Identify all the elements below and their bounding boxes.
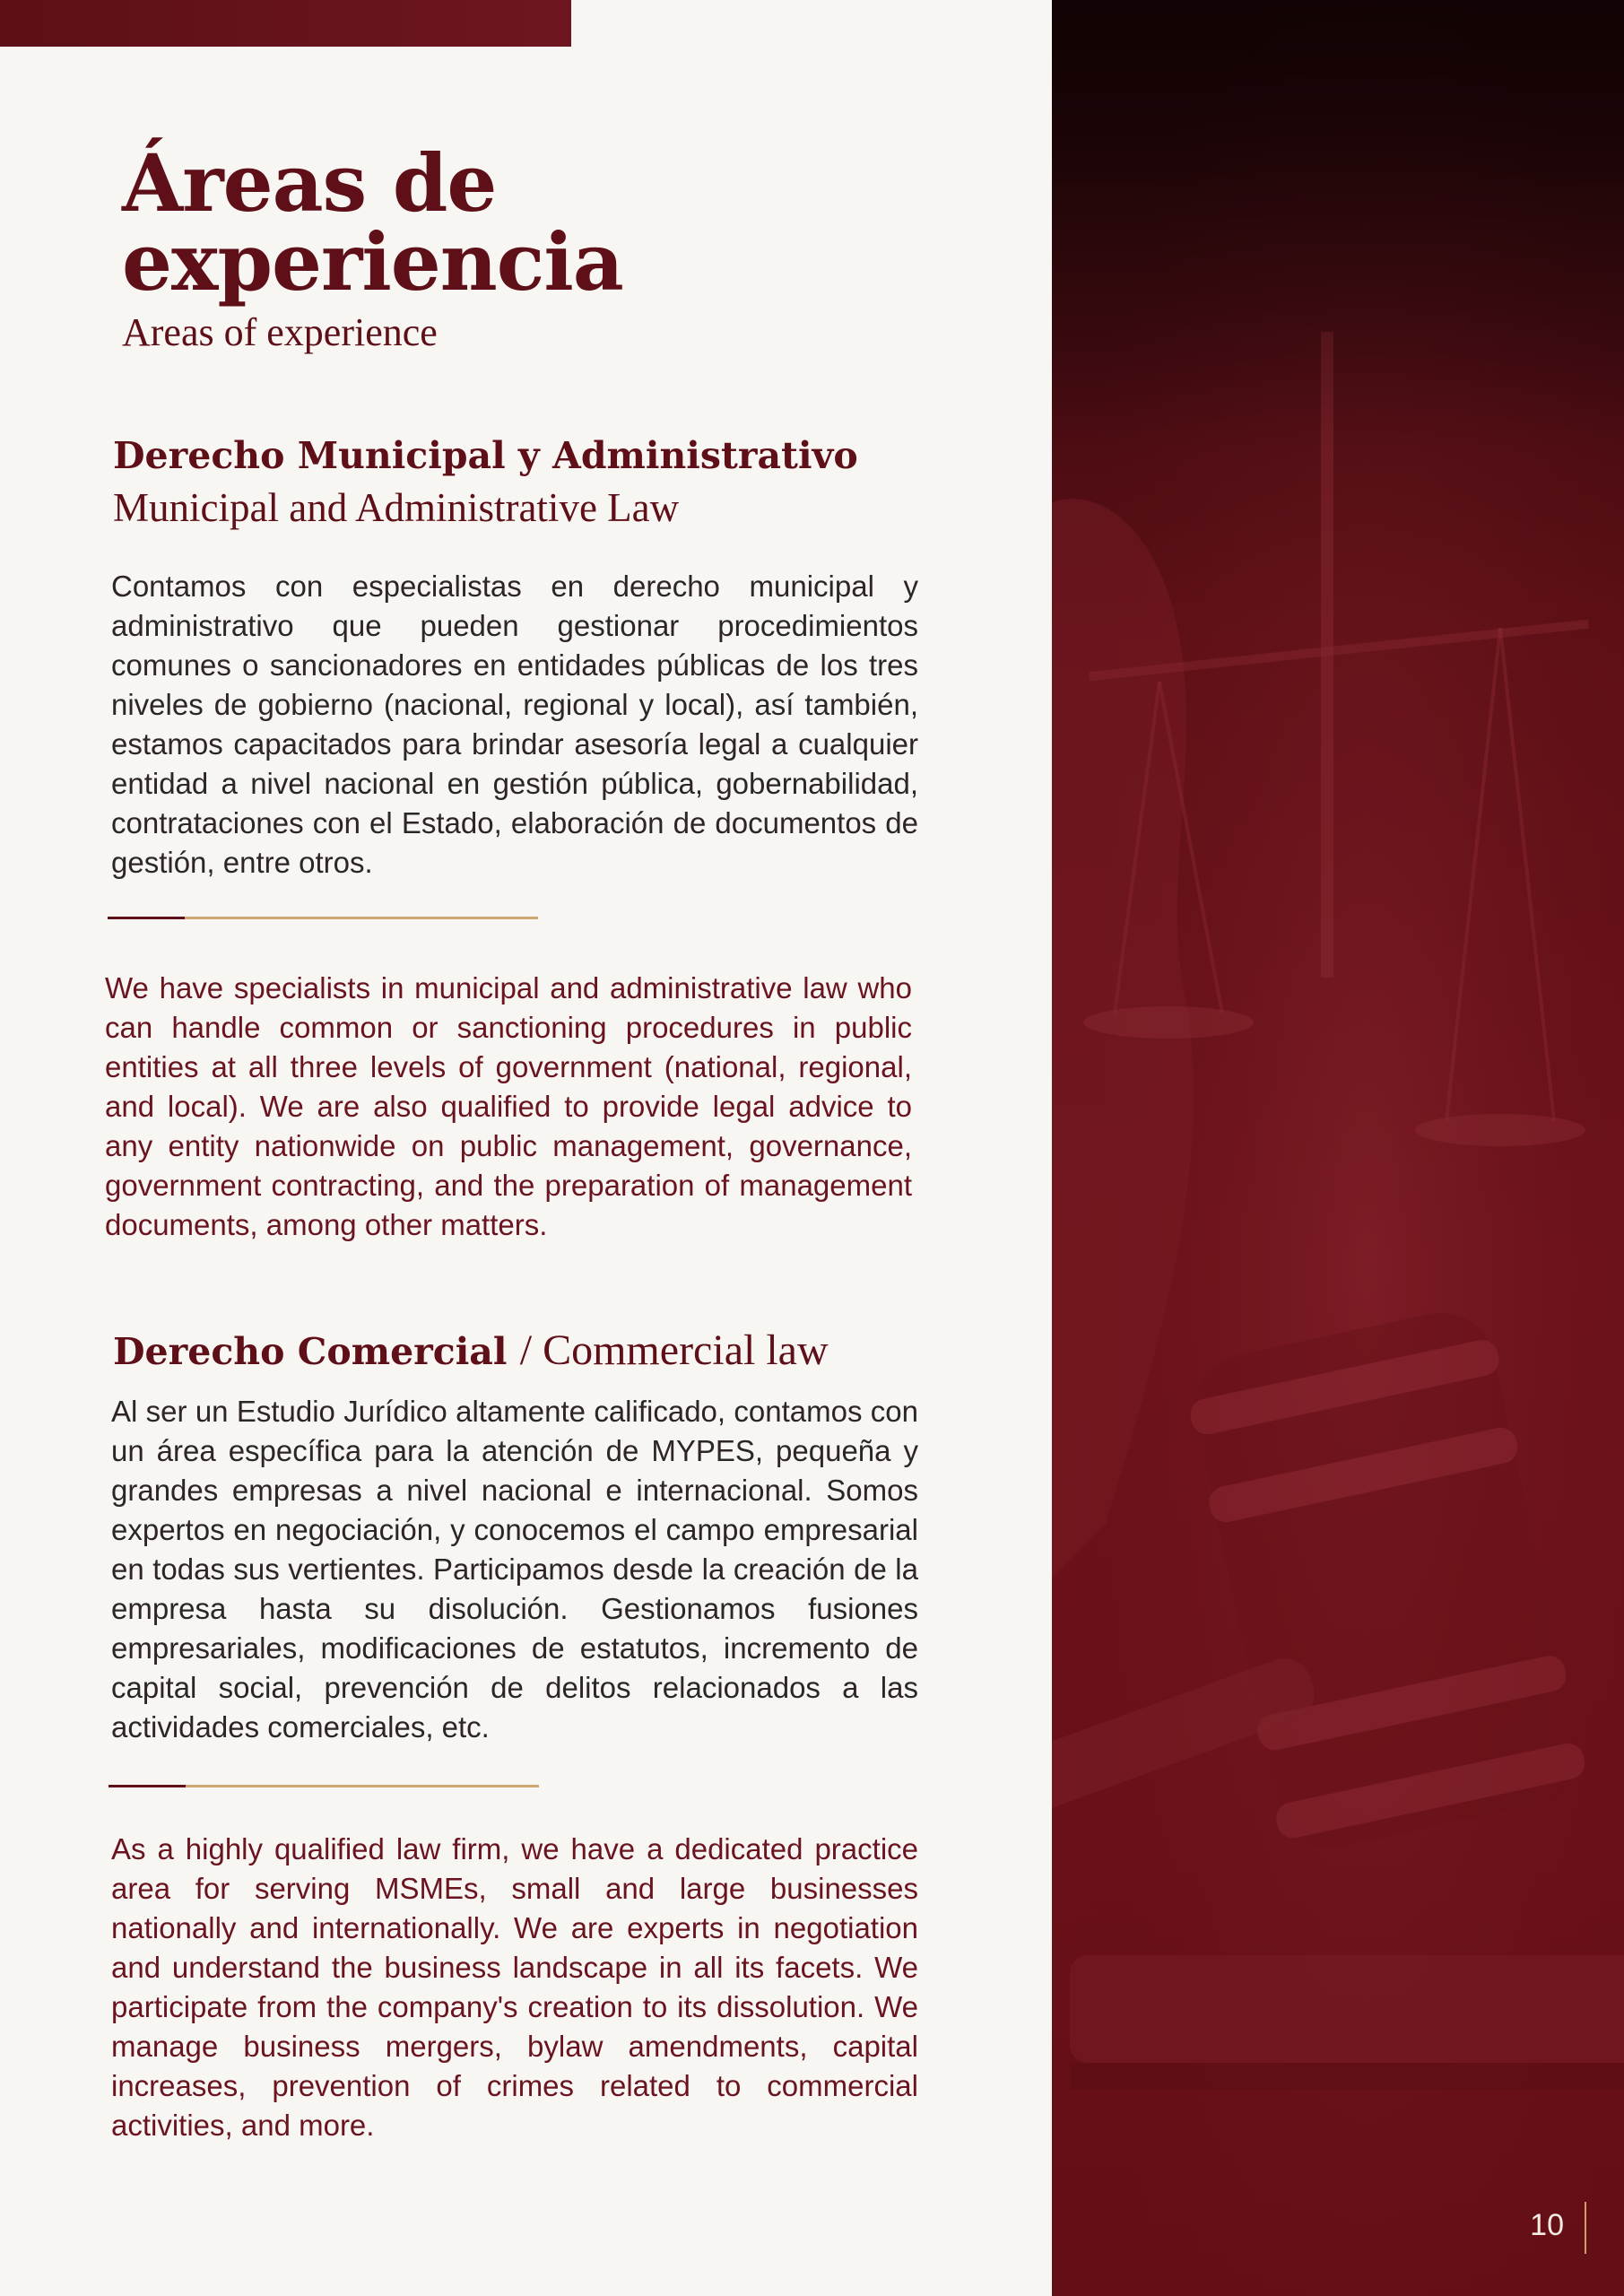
justice-image-panel — [1052, 0, 1624, 2296]
scales-and-gavel-illustration — [1052, 0, 1624, 2296]
page-number: 10 — [1530, 2208, 1564, 2242]
divider-gold-segment — [186, 1785, 539, 1787]
divider-gold-segment — [185, 917, 538, 919]
divider-maroon-segment — [108, 917, 185, 919]
divider-maroon-segment — [109, 1785, 186, 1787]
page-number-divider — [1585, 2202, 1586, 2254]
top-accent-bar — [0, 0, 571, 47]
section-municipal-text-en: We have specialists in municipal and administrative law who can handle common or sanctioning procedures in public entities at all three levels of government (national, regional, and local). We are also qualified to provide legal advice to any entity nationwide on public management, governance, government contracting, and the preparation of management documents, among other matters. — [105, 971, 912, 1241]
page-title-line-1: Áreas de — [122, 136, 497, 230]
section-commercial-text-en: As a highly qualified law firm, we have a dedicated practice area for serving MSMEs, small and large businesses nationally and internationally. We are experts in negotiation and understand the business landscape in all its facets. We participate from the company's creation to its dissolution. We manage business mergers, bylaw amendments, capital increases, prevention of crimes related to commercial activities, and more. — [111, 1832, 918, 2142]
section-municipal-title: Derecho Municipal y Administrativo — [113, 434, 858, 477]
section-municipal-text-es: Contamos con especialistas en derecho municipal y administrativo que pueden gestionar procedimientos comunes o sancionadores en entidades públicas de los tres niveles de gobierno (nacional, regional y local), así también, estamos capacitados para brindar asesoría legal a cualquier entidad a nivel nacional en gestión pública, gobernabilidad, contrataciones con el Estado, elaboración de documentos de gestión, entre otros. — [111, 570, 918, 879]
section-divider — [108, 917, 538, 919]
page-subtitle: Areas of experience — [122, 310, 438, 354]
section-commercial-title — [113, 1326, 920, 1377]
page-title-line-2: experiencia — [122, 215, 623, 309]
section-commercial-title-en: / Commercial law — [519, 1326, 829, 1374]
section-commercial-title-es: Derecho Comercial — [113, 1330, 508, 1373]
section-commercial-text-es: Al ser un Estudio Jurídico altamente calificado, contamos con un área específica para la atención de MYPES, pequeña y grandes empresas a nivel nacional e internacional. Somos expertos en negociación, y conocemos el campo empresarial en todas sus vertientes. Participamos desde la creación de la empresa hasta su disolución. Gestionamos fusiones empresariales, modificaciones de estatutos, incremento de capital social, prevención de delitos relacionados a las actividades comerciales, etc. — [111, 1395, 918, 1744]
section-divider — [109, 1785, 539, 1787]
section-municipal-subtitle: Municipal and Administrative Law — [113, 485, 680, 530]
page-title — [122, 136, 750, 309]
